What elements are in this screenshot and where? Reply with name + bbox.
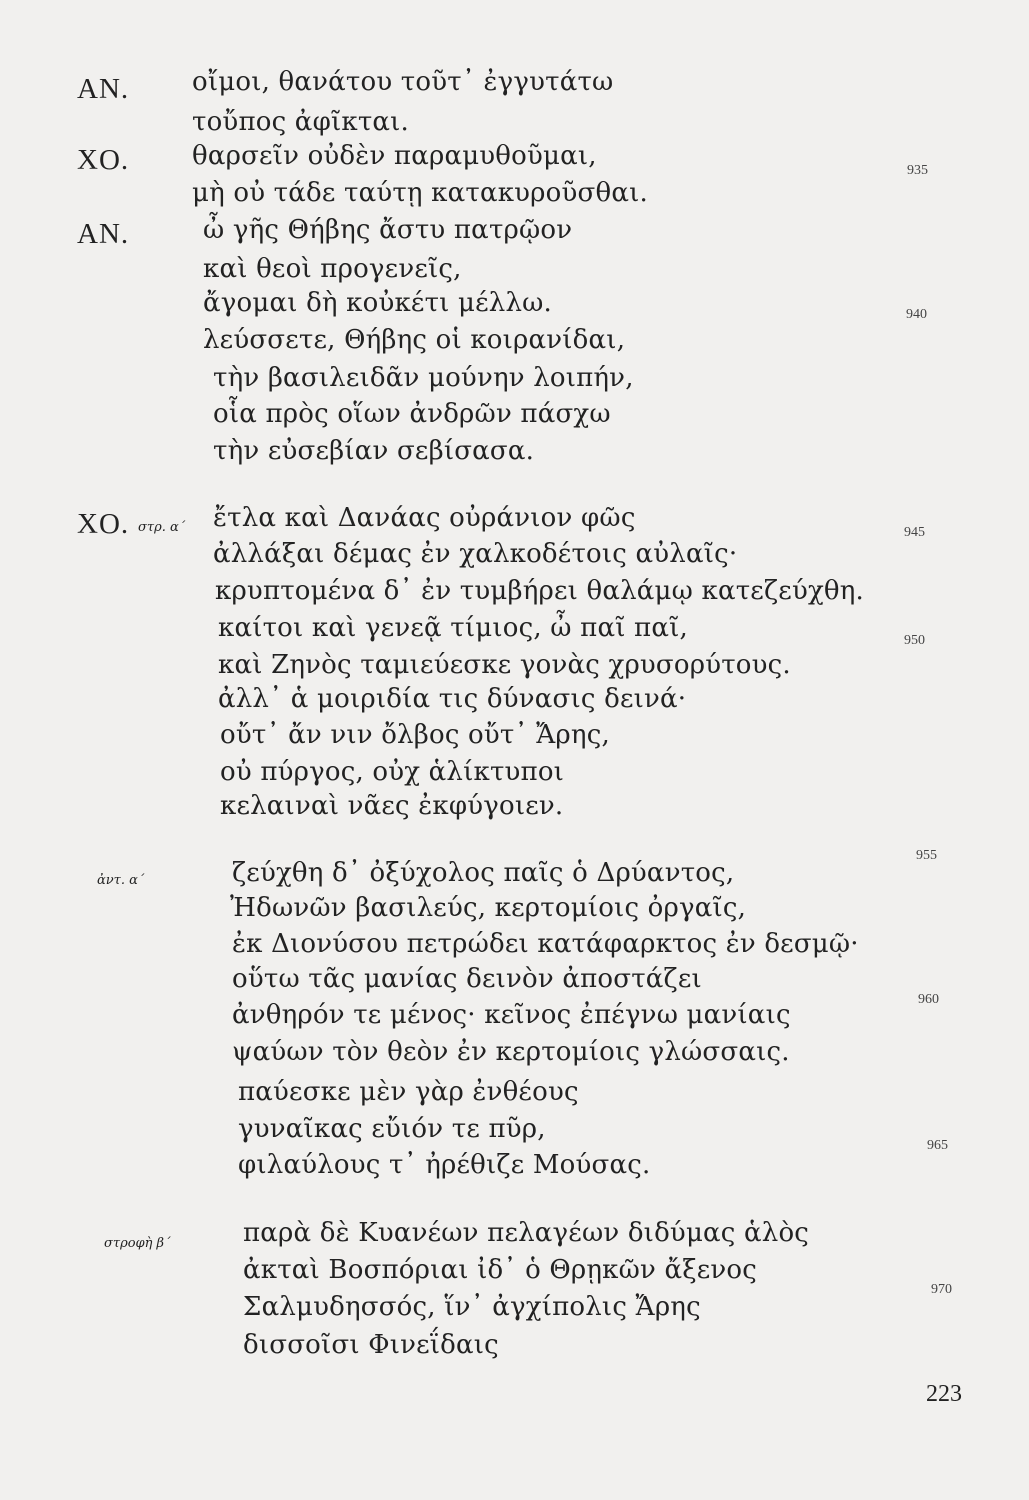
- verse-line: ἀκταὶ Βοσπόριαι ἰδ᾽ ὁ Θρῃκῶν ἄξενος: [243, 1255, 758, 1285]
- verse-line: ἄγομαι δὴ κοὐκέτι μέλλω.: [203, 288, 553, 318]
- verse-line: κελαιναὶ νᾶες ἐκφύγοιεν.: [220, 791, 564, 821]
- line-number: 970: [931, 1282, 952, 1297]
- speaker-label: ΑΝ.: [77, 73, 130, 105]
- strophe-marker: στρ. α΄: [138, 520, 186, 535]
- verse-line: λεύσσετε, Θήβης οἱ κοιρανίδαι,: [203, 325, 626, 355]
- verse-line: καίτοι καὶ γενεᾷ τίμιος, ὦ παῖ παῖ,: [218, 613, 688, 643]
- page-number: 223: [926, 1381, 962, 1407]
- line-number: 965: [927, 1138, 948, 1153]
- verse-line: οἷα πρὸς οἵων ἀνδρῶν πάσχω: [213, 399, 611, 429]
- verse-line: οἴμοι, θανάτου τοῦτ᾽ ἐγγυτάτω: [192, 67, 614, 97]
- verse-line: δισσοῖσι Φινεΐδαις: [243, 1330, 499, 1360]
- verse-line: Σαλμυδησσός, ἵν᾽ ἀγχίπολις Ἄρης: [243, 1292, 701, 1322]
- verse-line: ἔτλα καὶ Δανάας οὐράνιον φῶς: [213, 503, 636, 533]
- verse-line: παρὰ δὲ Κυανέων πελαγέων διδύμας ἁλὸς: [243, 1218, 810, 1248]
- verse-line: ἀλλ᾽ ἁ μοιριδία τις δύνασις δεινά·: [218, 684, 687, 714]
- verse-line: ἐκ Διονύσου πετρώδει κατάφαρκτος ἐν δεσμῷ·: [232, 929, 859, 959]
- verse-line: μὴ οὐ τάδε ταύτῃ κατακυροῦσθαι.: [192, 178, 648, 208]
- verse-line: τὴν εὐσεβίαν σεβίσασα.: [213, 436, 535, 466]
- line-number: 950: [904, 633, 925, 648]
- speaker-label: ΑΝ.: [77, 218, 130, 250]
- verse-line: ὦ γῆς Θήβης ἄστυ πατρῷον: [203, 215, 573, 245]
- line-number: 945: [904, 525, 925, 540]
- verse-line: φιλαύλους τ᾽ ἠρέθιζε Μούσας.: [238, 1150, 651, 1180]
- line-number: 955: [916, 848, 937, 863]
- verse-line: οὐ πύργος, οὐχ ἁλίκτυποι: [220, 757, 565, 787]
- verse-line: κρυπτομένα δ᾽ ἐν τυμβήρει θαλάμῳ κατεζεύχθη.: [215, 576, 864, 606]
- verse-line: ψαύων τὸν θεὸν ἐν κερτομίοις γλώσσαις.: [232, 1037, 790, 1067]
- strophe-marker: ἀντ. α΄: [97, 873, 145, 888]
- verse-line: θαρσεῖν οὐδὲν παραμυθοῦμαι,: [192, 141, 597, 171]
- verse-line: Ἠδωνῶν βασιλεύς, κερτομίοις ὀργαῖς,: [230, 893, 747, 923]
- line-number: 935: [907, 163, 928, 178]
- verse-line: ἀνθηρόν τε μένος· κεῖνος ἐπέγνω μανίαις: [232, 1000, 791, 1030]
- speaker-label: ΧΟ.: [77, 144, 130, 176]
- line-number: 960: [918, 992, 939, 1007]
- verse-line: καὶ Ζηνὸς ταμιεύεσκε γονὰς χρυσορύτους.: [218, 650, 791, 680]
- verse-line: γυναῖκας εὔιόν τε πῦρ,: [238, 1114, 546, 1144]
- verse-line: ζεύχθη δ᾽ ὀξύχολος παῖς ὁ Δρύαντος,: [232, 858, 735, 888]
- verse-line: οὔτ᾽ ἄν νιν ὄλβος οὔτ᾽ Ἄρης,: [220, 720, 610, 750]
- verse-line: τὴν βασιλειδᾶν μούνην λοιπήν,: [213, 363, 634, 393]
- verse-line: παύεσκε μὲν γὰρ ἐνθέους: [238, 1077, 579, 1107]
- line-number: 940: [906, 307, 927, 322]
- verse-line: οὕτω τᾶς μανίας δεινὸν ἀποστάζει: [232, 964, 702, 994]
- speaker-label: ΧΟ.: [77, 508, 130, 540]
- verse-line: τοὔπος ἀφῖκται.: [192, 107, 410, 137]
- verse-line: καὶ θεοὶ προγενεῖς,: [203, 254, 462, 284]
- strophe-marker: στροφὴ β΄: [104, 1236, 171, 1251]
- verse-line: ἀλλάξαι δέμας ἐν χαλκοδέτοις αὐλαῖς·: [213, 539, 738, 569]
